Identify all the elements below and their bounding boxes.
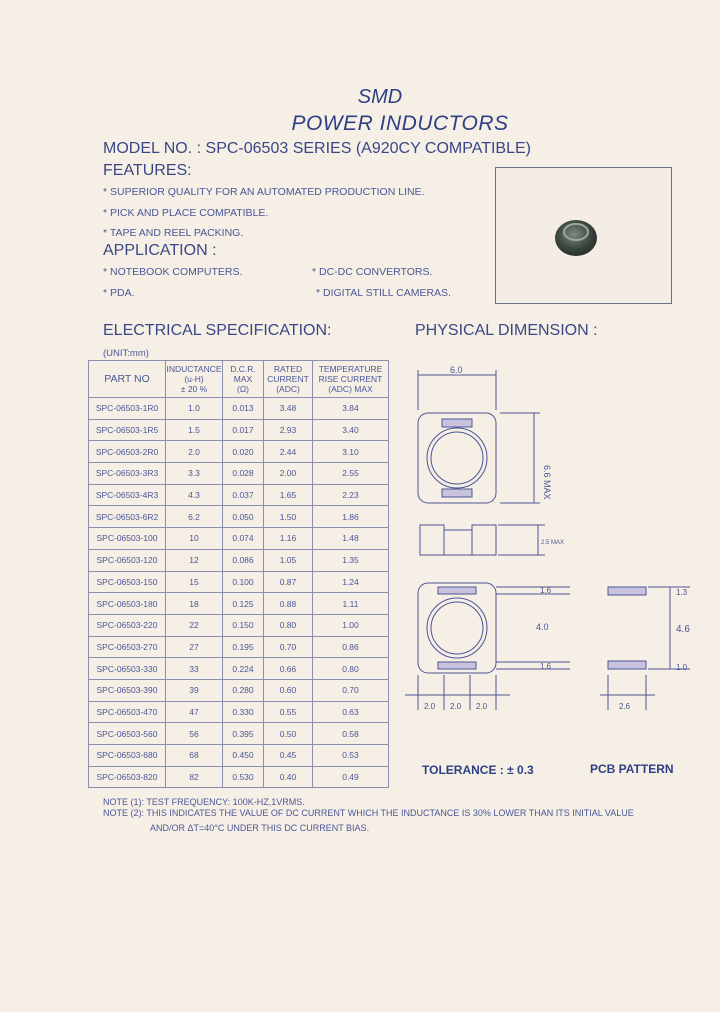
cell-temp-rise-current: 0.58 <box>313 723 389 745</box>
inductor-image <box>496 168 671 303</box>
cell-part-no: SPC-06503-560 <box>89 723 166 745</box>
header-text: MAX <box>233 374 253 384</box>
cell-dcr: 0.017 <box>223 419 264 441</box>
cell-dcr: 0.050 <box>223 506 264 528</box>
cell-temp-rise-current: 3.84 <box>313 398 389 420</box>
cell-part-no: SPC-06503-4R3 <box>89 484 166 506</box>
dim-label: 1.0 <box>676 663 688 672</box>
cell-temp-rise-current: 0.86 <box>313 636 389 658</box>
cell-dcr: 0.100 <box>223 571 264 593</box>
table-row <box>89 419 389 441</box>
cell-dcr: 0.074 <box>223 528 264 550</box>
cell-part-no: SPC-06503-470 <box>89 701 166 723</box>
table-row <box>89 441 389 463</box>
cell-inductance: 15 <box>166 571 223 593</box>
dimension-drawing <box>400 355 700 715</box>
cell-temp-rise-current: 1.48 <box>313 528 389 550</box>
table-row <box>89 614 389 636</box>
cell-temp-rise-current: 2.23 <box>313 484 389 506</box>
table-row <box>89 528 389 550</box>
cell-part-no: SPC-06503-1R5 <box>89 419 166 441</box>
table-row <box>89 766 389 788</box>
cell-temp-rise-current: 1.00 <box>313 614 389 636</box>
cell-temp-rise-current: 0.70 <box>313 679 389 701</box>
title-power-inductors: POWER INDUCTORS <box>291 112 509 135</box>
cell-rated-current: 2.44 <box>264 441 313 463</box>
table-header-row <box>89 361 389 398</box>
cell-rated-current: 2.00 <box>264 463 313 485</box>
feature-item: * PICK AND PLACE COMPATIBLE. <box>103 207 269 219</box>
cell-inductance: 6.2 <box>166 506 223 528</box>
cell-rated-current: 0.60 <box>264 679 313 701</box>
cell-part-no: SPC-06503-220 <box>89 614 166 636</box>
cell-rated-current: 0.45 <box>264 745 313 767</box>
cell-rated-current: 1.65 <box>264 484 313 506</box>
cell-inductance: 33 <box>166 658 223 680</box>
pcb-pattern-label: PCB PATTERN <box>590 762 674 776</box>
header-text: CURRENT <box>267 374 309 384</box>
cell-inductance: 27 <box>166 636 223 658</box>
cell-inductance: 12 <box>166 549 223 571</box>
physical-heading: PHYSICAL DIMENSION : <box>415 322 598 339</box>
cell-dcr: 0.395 <box>223 723 264 745</box>
cell-temp-rise-current: 0.53 <box>313 745 389 767</box>
dim-label: 2.0 <box>450 702 462 711</box>
cell-dcr: 0.020 <box>223 441 264 463</box>
top-view-coil <box>427 428 487 488</box>
unit-label: (UNIT:mm) <box>103 348 149 359</box>
header-text: RATED <box>273 364 303 374</box>
feature-item: * TAPE AND REEL PACKING. <box>103 227 244 239</box>
cell-inductance: 56 <box>166 723 223 745</box>
cell-rated-current: 0.40 <box>264 766 313 788</box>
cell-inductance: 22 <box>166 614 223 636</box>
cell-part-no: SPC-06503-3R3 <box>89 463 166 485</box>
cell-inductance: 4.3 <box>166 484 223 506</box>
cell-rated-current: 0.87 <box>264 571 313 593</box>
application-item: * NOTEBOOK COMPUTERS. <box>103 266 243 278</box>
cell-inductance: 10 <box>166 528 223 550</box>
spec-table <box>88 360 389 788</box>
header-text: (ADC) MAX <box>328 384 373 394</box>
header-inductance <box>166 361 223 398</box>
bottom-pad <box>442 489 472 497</box>
dim-label: 2.6 <box>619 702 631 711</box>
cell-dcr: 0.150 <box>223 614 264 636</box>
application-item: * PDA. <box>103 287 135 299</box>
application-item: * DIGITAL STILL CAMERAS. <box>316 287 451 299</box>
cell-dcr: 0.195 <box>223 636 264 658</box>
pcb-pad-top <box>608 587 646 595</box>
cell-inductance: 3.3 <box>166 463 223 485</box>
features-heading: FEATURES: <box>103 162 192 179</box>
table-row <box>89 679 389 701</box>
header-text: INDUCTANCE <box>166 364 222 374</box>
top-view-coil-inner <box>431 432 483 484</box>
cell-rated-current: 0.50 <box>264 723 313 745</box>
cell-inductance: 39 <box>166 679 223 701</box>
note-2: NOTE (2): THIS INDICATES THE VALUE OF DC CURRENT WHICH THE INDUCTANCE IS 30% LOWER THAN ITS INITIAL VALUE <box>103 808 634 818</box>
bottom-view-pad-top <box>438 587 476 594</box>
note-2-cont: AND/OR ΔT=40°C UNDER THIS DC CURRENT BIAS. <box>150 823 370 833</box>
cell-part-no: SPC-06503-180 <box>89 593 166 615</box>
cell-dcr: 0.013 <box>223 398 264 420</box>
note-1: NOTE (1): TEST FREQUENCY: 100K-HZ,1VRMS. <box>103 797 305 807</box>
product-photo <box>495 167 672 304</box>
cell-dcr: 0.530 <box>223 766 264 788</box>
cell-dcr: 0.224 <box>223 658 264 680</box>
feature-item: * SUPERIOR QUALITY FOR AN AUTOMATED PRODUCTION LINE. <box>103 186 425 198</box>
table-row <box>89 506 389 528</box>
top-pad <box>442 419 472 427</box>
application-item: * DC-DC CONVERTORS. <box>312 266 433 278</box>
cell-part-no: SPC-06503-390 <box>89 679 166 701</box>
dim-label: 6.0 <box>450 365 463 375</box>
cell-part-no: SPC-06503-330 <box>89 658 166 680</box>
header-text: (u-H) <box>184 374 204 384</box>
cell-part-no: SPC-06503-820 <box>89 766 166 788</box>
table-row <box>89 658 389 680</box>
table-row <box>89 571 389 593</box>
header-text: TEMPERATURE <box>318 364 383 374</box>
cell-inductance: 82 <box>166 766 223 788</box>
cell-inductance: 1.0 <box>166 398 223 420</box>
cell-rated-current: 0.80 <box>264 614 313 636</box>
table-row <box>89 745 389 767</box>
cell-temp-rise-current: 1.86 <box>313 506 389 528</box>
cell-dcr: 0.125 <box>223 593 264 615</box>
tolerance-label: TOLERANCE : ± 0.3 <box>422 763 534 777</box>
cell-part-no: SPC-06503-2R0 <box>89 441 166 463</box>
header-dcr <box>223 361 264 398</box>
header-text: (Ω) <box>236 384 249 394</box>
cell-temp-rise-current: 3.10 <box>313 441 389 463</box>
cell-temp-rise-current: 3.40 <box>313 419 389 441</box>
header-text: (ADC) <box>276 384 300 394</box>
cell-part-no: SPC-06503-1R0 <box>89 398 166 420</box>
cell-rated-current: 2.93 <box>264 419 313 441</box>
dim-label: 6.6 MAX <box>542 465 552 500</box>
header-rated-current <box>264 361 313 398</box>
header-temp-rise <box>313 361 389 398</box>
cell-inductance: 1.5 <box>166 419 223 441</box>
cell-part-no: SPC-06503-270 <box>89 636 166 658</box>
table-row <box>89 484 389 506</box>
pcb-pad-bottom <box>608 661 646 669</box>
bottom-view-pad-bottom <box>438 662 476 669</box>
cell-inductance: 68 <box>166 745 223 767</box>
cell-dcr: 0.330 <box>223 701 264 723</box>
cell-temp-rise-current: 1.24 <box>313 571 389 593</box>
dim-label: 1.6 <box>540 662 552 671</box>
cell-dcr: 0.280 <box>223 679 264 701</box>
cell-temp-rise-current: 0.49 <box>313 766 389 788</box>
cell-part-no: SPC-06503-100 <box>89 528 166 550</box>
table-row <box>89 398 389 420</box>
side-view-left <box>420 525 444 555</box>
cell-temp-rise-current: 0.63 <box>313 701 389 723</box>
dim-label: 2.0 <box>424 702 436 711</box>
cell-rated-current: 0.66 <box>264 658 313 680</box>
electrical-heading: ELECTRICAL SPECIFICATION: <box>103 322 332 339</box>
cell-part-no: SPC-06503-150 <box>89 571 166 593</box>
cell-rated-current: 0.55 <box>264 701 313 723</box>
cell-inductance: 18 <box>166 593 223 615</box>
dim-label: 2.5 MAX <box>541 540 565 546</box>
cell-part-no: SPC-06503-680 <box>89 745 166 767</box>
side-view-right <box>472 525 496 555</box>
table-row <box>89 636 389 658</box>
spec-table-body <box>89 398 389 788</box>
table-row <box>89 701 389 723</box>
table-row <box>89 463 389 485</box>
cell-rated-current: 1.16 <box>264 528 313 550</box>
application-heading: APPLICATION : <box>103 242 217 259</box>
cell-rated-current: 1.05 <box>264 549 313 571</box>
cell-dcr: 0.450 <box>223 745 264 767</box>
cell-temp-rise-current: 2.55 <box>313 463 389 485</box>
title-smd: SMD <box>357 86 403 108</box>
bottom-view-outline <box>418 583 496 673</box>
dim-label: 4.0 <box>536 622 549 632</box>
table-row <box>89 593 389 615</box>
cell-dcr: 0.086 <box>223 549 264 571</box>
header-part-no: PART NO <box>89 361 166 398</box>
dim-label: 2.0 <box>476 702 488 711</box>
cell-inductance: 2.0 <box>166 441 223 463</box>
cell-dcr: 0.037 <box>223 484 264 506</box>
cell-rated-current: 1.50 <box>264 506 313 528</box>
model-number: MODEL NO. : SPC-06503 SERIES (A920CY COMPATIBLE) <box>103 140 531 157</box>
cell-rated-current: 0.70 <box>264 636 313 658</box>
dim-label: 4.6 <box>676 624 690 635</box>
header-text: ± 20 % <box>180 384 208 394</box>
cell-temp-rise-current: 0.80 <box>313 658 389 680</box>
header-text: D.C.R. <box>230 364 256 374</box>
cell-part-no: SPC-06503-120 <box>89 549 166 571</box>
cell-dcr: 0.028 <box>223 463 264 485</box>
side-view-mid <box>444 530 472 555</box>
cell-rated-current: 0.88 <box>264 593 313 615</box>
table-row <box>89 723 389 745</box>
table-row <box>89 549 389 571</box>
cell-rated-current: 3.48 <box>264 398 313 420</box>
cell-part-no: SPC-06503-6R2 <box>89 506 166 528</box>
header-text: RISE CURRENT <box>318 374 383 384</box>
dim-label: 1.3 <box>676 588 688 597</box>
cell-inductance: 47 <box>166 701 223 723</box>
cell-temp-rise-current: 1.11 <box>313 593 389 615</box>
dim-label: 1.6 <box>540 586 552 595</box>
cell-temp-rise-current: 1.35 <box>313 549 389 571</box>
